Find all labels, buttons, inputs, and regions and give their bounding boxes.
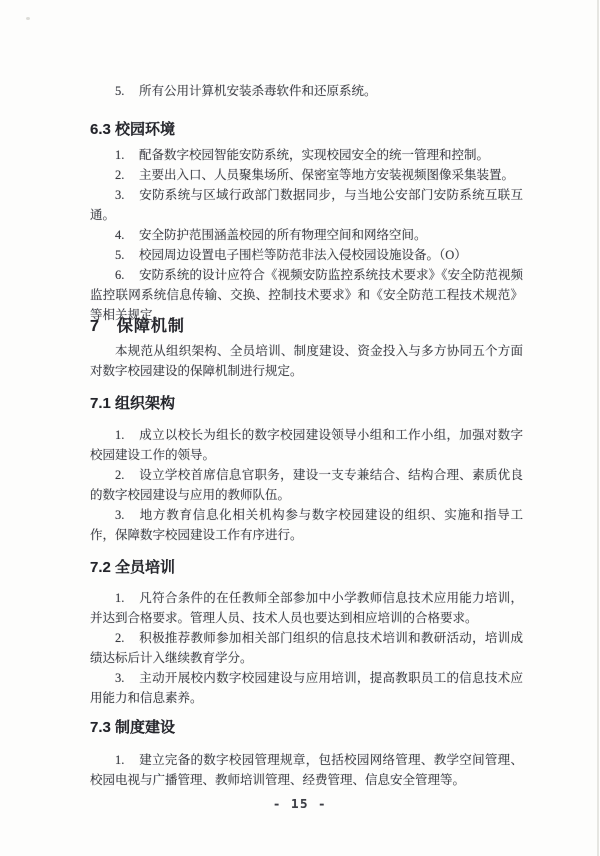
item-text: 地方教育信息化相关机构参与数字校园建设的组织、实施和指导工作，保障数字校园建设工作有序进行。 [90,508,523,542]
item-text: 主动开展校内数字校园建设与应用培训，提高教职员工的信息技术应用能力和信息素养。 [90,671,523,705]
item-text: 配备数字校园智能安防系统，实现校园安全的统一管理和控制。 [139,148,490,162]
item-marker: 5. [115,248,125,262]
item-marker: 1. [115,591,125,605]
item-marker: 2. [115,468,125,482]
item-text: 积极推荐教师参加相关部门组织的信息技术培训和教研活动，培训成绩达标后计入继续教育学分。 [90,631,523,665]
item-text: 安防系统的设计应符合《视频安防监控系统技术要求》《安全防范视频监控联网系统信息传输、交换、控制技术要求》和《安全防范工程技术规范》等相关规定。 [90,268,523,322]
list-item [90,145,523,165]
section-heading-7-2: 7.2 全员培训 [90,559,176,576]
list-item [90,185,523,225]
item-marker: 3. [115,188,125,202]
item-text: 建立完备的数字校园管理规章，包括校园网络管理、教学空间管理、校园电视与广播管理、教师培训管理、经费管理、信息安全管理等。 [90,753,523,787]
paragraph: 本规范从组织架构、全员培训、制度建设、资金投入与多方协同五个方面对数字校园建设的保障机制进行规定。 [90,344,523,378]
item-marker: 1. [115,428,125,442]
section-heading-7-1: 7.1 组织架构 [90,395,176,412]
section-7-1-list [90,425,523,545]
item-text: 设立学校首席信息官职务，建设一支专兼结合、结构合理、素质优良的数字校园建设与应用的教师队伍。 [90,468,523,502]
list-item [90,588,523,628]
item-marker: 6. [115,268,125,282]
carryover-list [90,81,523,101]
list-item [90,668,523,708]
item-text: 所有公用计算机安装杀毒软件和还原系统。 [139,84,377,98]
item-marker: 5. [115,84,125,98]
item-text: 安全防护范围涵盖校园的所有物理空间和网络空间。 [139,228,427,242]
section-heading-7-3: 7.3 制度建设 [90,719,176,736]
item-marker: 2. [115,631,125,645]
item-marker: 4. [115,228,125,242]
section-heading-6-3: 6.3 校园环境 [90,121,176,138]
list-item [90,505,523,545]
list-item [90,165,523,185]
list-item [90,465,523,505]
page-edge-line [597,0,599,856]
list-item [90,225,523,245]
list-item [90,245,523,265]
item-marker: 3. [115,671,125,685]
item-text: 成立以校长为组长的数字校园建设领导小组和工作小组，加强对数字校园建设工作的领导。 [90,428,523,462]
item-text: 凡符合条件的在任教师全部参加中小学教师信息技术应用能力培训，并达到合格要求。管理人员、技术人员也要达到相应培训的合格要求。 [90,591,523,625]
section-7-3-list [90,750,523,790]
list-item [90,628,523,668]
list-item [90,425,523,465]
section-7-intro [90,341,523,381]
item-text: 主要出入口、人员聚集场所、保密室等地方安装视频图像采集装置。 [139,168,515,182]
section-6-3-list [90,145,523,325]
item-marker: 2. [115,168,125,182]
section-heading-7: 7 保障机制 [90,318,185,335]
item-text: 校园周边设置电子围栏等防范非法入侵校园设施设备。（O） [139,248,467,262]
page-number: - 15 - [272,796,328,811]
section-7-2-list [90,588,523,708]
scan-speck-artifact [26,17,30,20]
item-marker: 1. [115,753,125,767]
item-marker: 1. [115,148,125,162]
item-marker: 3. [115,508,125,522]
item-text: 安防系统与区域行政部门数据同步，与当地公安部门安防系统互联互通。 [90,188,523,222]
list-item [90,750,523,790]
list-item [90,81,523,101]
